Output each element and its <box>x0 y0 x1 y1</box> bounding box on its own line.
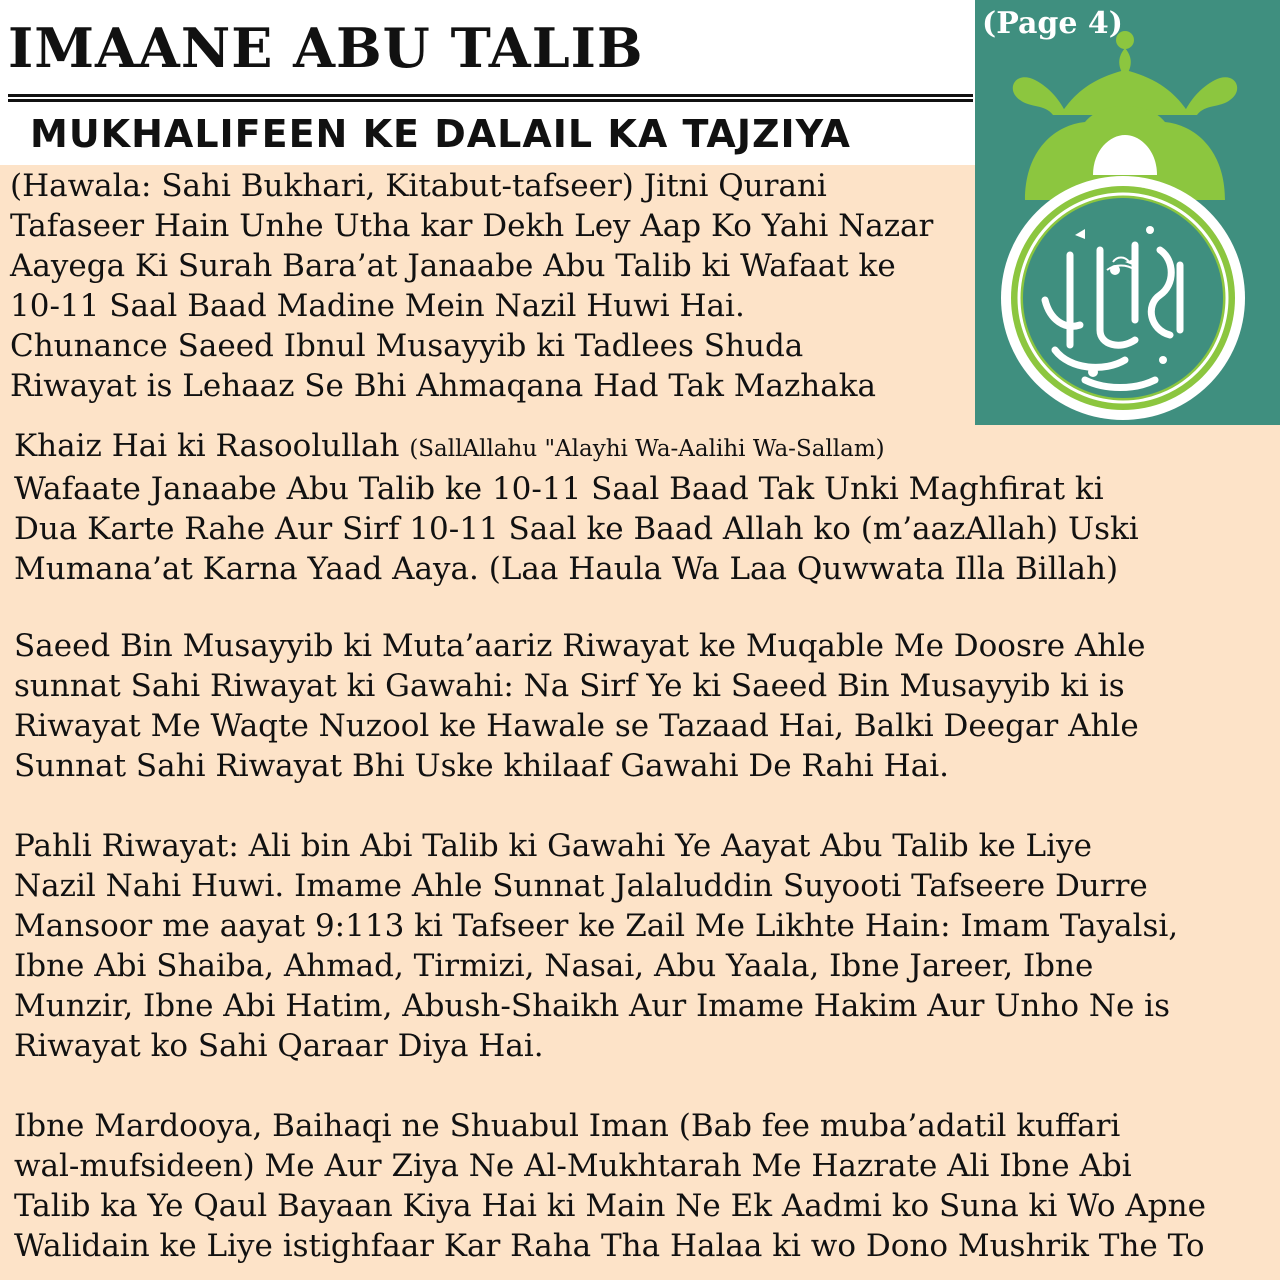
page-number-label: (Page 4) <box>982 6 1123 41</box>
text-line: wal-mufsideen) Me Aur Ziya Ne Al-Mukhtarah Me Hazrate Ali Ibne Abi <box>14 1148 1132 1184</box>
text-line: Riwayat Me Waqte Nuzool ke Hawale se Tazaad Hai, Balki Deegar Ahle <box>14 708 1139 744</box>
text-segment: Khaiz Hai ki Rasoolullah <box>14 428 410 464</box>
paragraph-4 <box>14 826 1178 1066</box>
paragraph-1 <box>10 166 933 406</box>
text-line: Saeed Bin Musayyib ki Muta’aariz Riwayat ke Muqable Me Doosre Ahle <box>14 628 1146 664</box>
text-line: Riwayat ko Sahi Qaraar Diya Hai. <box>14 1028 544 1064</box>
text-line: Walidain ke Liye istighfaar Kar Raha Tha Halaa ki wo Dono Mushrik The To <box>14 1228 1205 1264</box>
text-line: Mansoor me aayat 9:113 ki Tafseer ke Zail Me Likhte Hain: Imam Tayalsi, <box>14 908 1179 944</box>
text-line: Wafaate Janaabe Abu Talib ke 10-11 Saal Baad Tak Unki Maghfirat ki <box>14 471 1104 507</box>
page-title: IMAANE ABU TALIB <box>8 16 644 80</box>
text-line: sunnat Sahi Riwayat ki Gawahi: Na Sirf Ye ki Saeed Bin Musayyib ki is <box>14 668 1125 704</box>
honorific-text: (SallAllahu "Alayhi Wa-Aalihi Wa-Sallam) <box>409 436 885 462</box>
page-subtitle: MUKHALIFEEN KE DALAIL KA TAJZIYA <box>30 112 851 156</box>
title-underline <box>8 94 973 102</box>
header <box>0 0 975 165</box>
text-line: Chunance Saeed Ibnul Musayyib ki Tadlees Shuda <box>10 328 804 364</box>
text-line: Ibne Abi Shaiba, Ahmad, Tirmizi, Nasai, Abu Yaala, Ibne Jareer, Ibne <box>14 948 1094 984</box>
text-line: Ibne Mardooya, Baihaqi ne Shuabul Iman (Bab fee muba’adatil kuffari <box>14 1108 1121 1144</box>
text-line: Riwayat is Lehaaz Se Bhi Ahmaqana Had Tak Mazhaka <box>10 368 876 404</box>
text-line: 10-11 Saal Baad Madine Mein Nazil Huwi Hai. <box>10 288 745 324</box>
text-line <box>14 426 1139 469</box>
text-line: Tafaseer Hain Unhe Utha kar Dekh Ley Aap Ko Yahi Nazar <box>10 208 934 244</box>
text-line: Talib ka Ye Qaul Bayaan Kiya Hai ki Main Ne Ek Aadmi ko Suna ki Wo Apne <box>14 1188 1206 1224</box>
text-line: Pahli Riwayat: Ali bin Abi Talib ki Gawahi Ye Aayat Abu Talib ke Liye <box>14 828 1092 864</box>
paragraph-2 <box>14 426 1139 589</box>
abu-talib-emblem-icon <box>975 0 1280 425</box>
paragraph-3 <box>14 626 1146 786</box>
text-line: Munzir, Ibne Abi Hatim, Abush-Shaikh Aur Imame Hakim Aur Unho Ne is <box>14 988 1170 1024</box>
text-line: Nazil Nahi Huwi. Imame Ahle Sunnat Jalaluddin Suyooti Tafseere Durre <box>14 868 1148 904</box>
paragraph-5 <box>14 1106 1206 1266</box>
text-line: Mumana’at Karna Yaad Aaya. (Laa Haula Wa Laa Quwwata Illa Billah) <box>14 551 1119 587</box>
text-line: Sunnat Sahi Riwayat Bhi Uske khilaaf Gawahi De Rahi Hai. <box>14 748 949 784</box>
text-line: Aayega Ki Surah Bara’at Janaabe Abu Talib ki Wafaat ke <box>10 248 896 284</box>
text-line: Dua Karte Rahe Aur Sirf 10-11 Saal ke Baad Allah ko (m’aazAllah) Uski <box>14 511 1139 547</box>
text-line: (Hawala: Sahi Bukhari, Kitabut-tafseer) Jitni Qurani <box>10 168 827 204</box>
